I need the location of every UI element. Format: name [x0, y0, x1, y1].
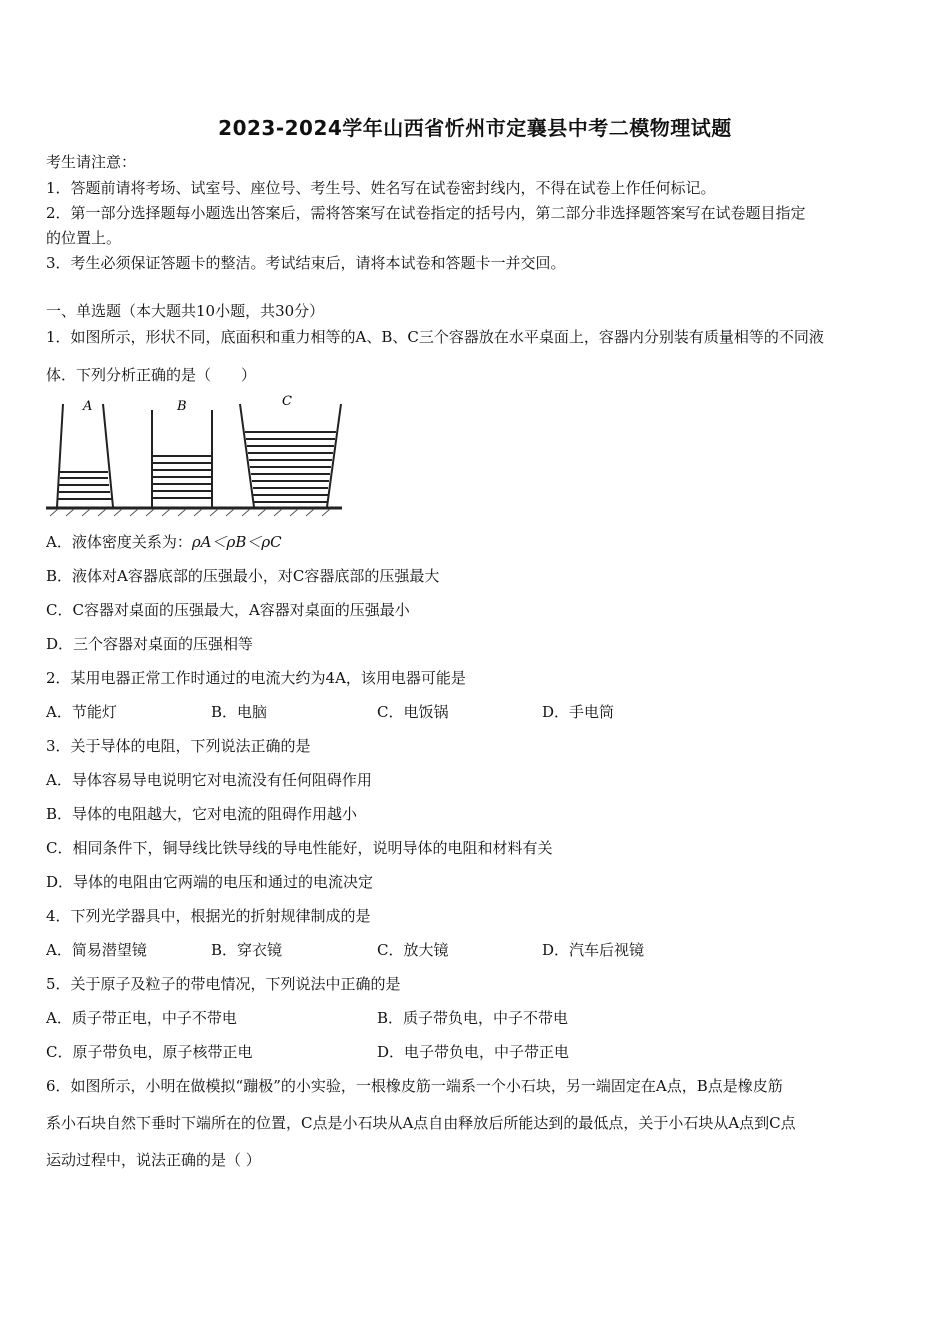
q3-option-b: B．导体的电阻越大，它对电流的阻碍作用越小 [46, 805, 358, 823]
q6-stem-line2: 系小石块自然下垂时下端所在的位置，C点是小石块从A点自由释放后所能达到的最低点，关于小石块从A点到C点 [46, 1114, 796, 1132]
q5-option-d: D．电子带负电，中子带正电 [377, 1043, 570, 1061]
density-formula: ρA＜ρB＜ρC [191, 533, 282, 551]
q2-option-a: A．节能灯 [46, 703, 117, 721]
notice-item-2: 2．第一部分选择题每小题选出答案后，需将答案写在试卷指定的括号内，第二部分非选择题答案写在试卷题目指定 [46, 204, 806, 222]
q2-option-c: C．电饭锅 [377, 703, 449, 721]
q4-option-c: C．放大镜 [377, 941, 449, 959]
notice-item-1: 1．答题前请将考场、试室号、座位号、考生号、姓名写在试卷密封线内，不得在试卷上作任何标记。 [46, 179, 716, 197]
q2-option-b: B．电脑 [211, 703, 268, 721]
q6-stem-line3: 运动过程中，说法正确的是（ ） [46, 1151, 261, 1169]
notice-heading: 考生请注意： [46, 153, 137, 171]
page-title: 2023-2024学年山西省忻州市定襄县中考二模物理试题 [218, 116, 732, 140]
q6-stem-line1: 6．如图所示，小明在做模拟“蹦极”的小实验，一根橡皮筋一端系一个小石块，另一端固定在A点，B点是橡皮筋 [46, 1077, 783, 1095]
q1-stem-line1: 1．如图所示，形状不同，底面积和重力相等的A、B、C三个容器放在水平桌面上，容器内分别装有质量相等的不同液 [46, 328, 824, 346]
q1-option-a-text: A．液体密度关系为： [46, 533, 192, 551]
figure-label-a: A [83, 399, 93, 414]
figure-label-b: B [177, 399, 187, 414]
q3-option-d: D．导体的电阻由它两端的电压和通过的电流决定 [46, 873, 374, 891]
q1-option-b: B．液体对A容器底部的压强最小，对C容器底部的压强最大 [46, 567, 440, 585]
q1-stem-line2: 体．下列分析正确的是（ ） [46, 366, 257, 384]
q3-option-c: C．相同条件下，铜导线比铁导线的导电性能好，说明导体的电阻和材料有关 [46, 839, 553, 857]
q3-stem: 3．关于导体的电阻，下列说法正确的是 [46, 737, 311, 755]
q5-option-a: A．质子带正电，中子不带电 [46, 1009, 237, 1027]
q5-stem: 5．关于原子及粒子的带电情况，下列说法中正确的是 [46, 975, 401, 993]
q4-option-d: D．汽车后视镜 [542, 941, 645, 959]
q1-option-d: D．三个容器对桌面的压强相等 [46, 635, 254, 653]
q2-option-d: D．手电筒 [542, 703, 615, 721]
q1-option-c: C．C容器对桌面的压强最大，A容器对桌面的压强最小 [46, 601, 410, 619]
q1-option-a [46, 532, 282, 552]
q5-option-c: C．原子带负电，原子核带正电 [46, 1043, 253, 1061]
q3-option-a: A．导体容易导电说明它对电流没有任何阻碍作用 [46, 771, 372, 789]
q5-option-b: B．质子带负电，中子不带电 [377, 1009, 569, 1027]
figure-label-c: C [282, 394, 292, 409]
section-heading: 一、单选题（本大题共10小题，共30分） [46, 302, 325, 320]
notice-item-2-cont: 的位置上。 [46, 229, 122, 247]
q4-option-a: A．简易潜望镜 [46, 941, 147, 959]
q4-stem: 4．下列光学器具中，根据光的折射规律制成的是 [46, 907, 371, 925]
q4-option-b: B．穿衣镜 [211, 941, 283, 959]
containers-figure [46, 392, 342, 518]
notice-item-3: 3．考生必须保证答题卡的整洁。考试结束后，请将本试卷和答题卡一并交回。 [46, 254, 566, 272]
q2-stem: 2．某用电器正常工作时通过的电流大约为4A，该用电器可能是 [46, 669, 466, 687]
